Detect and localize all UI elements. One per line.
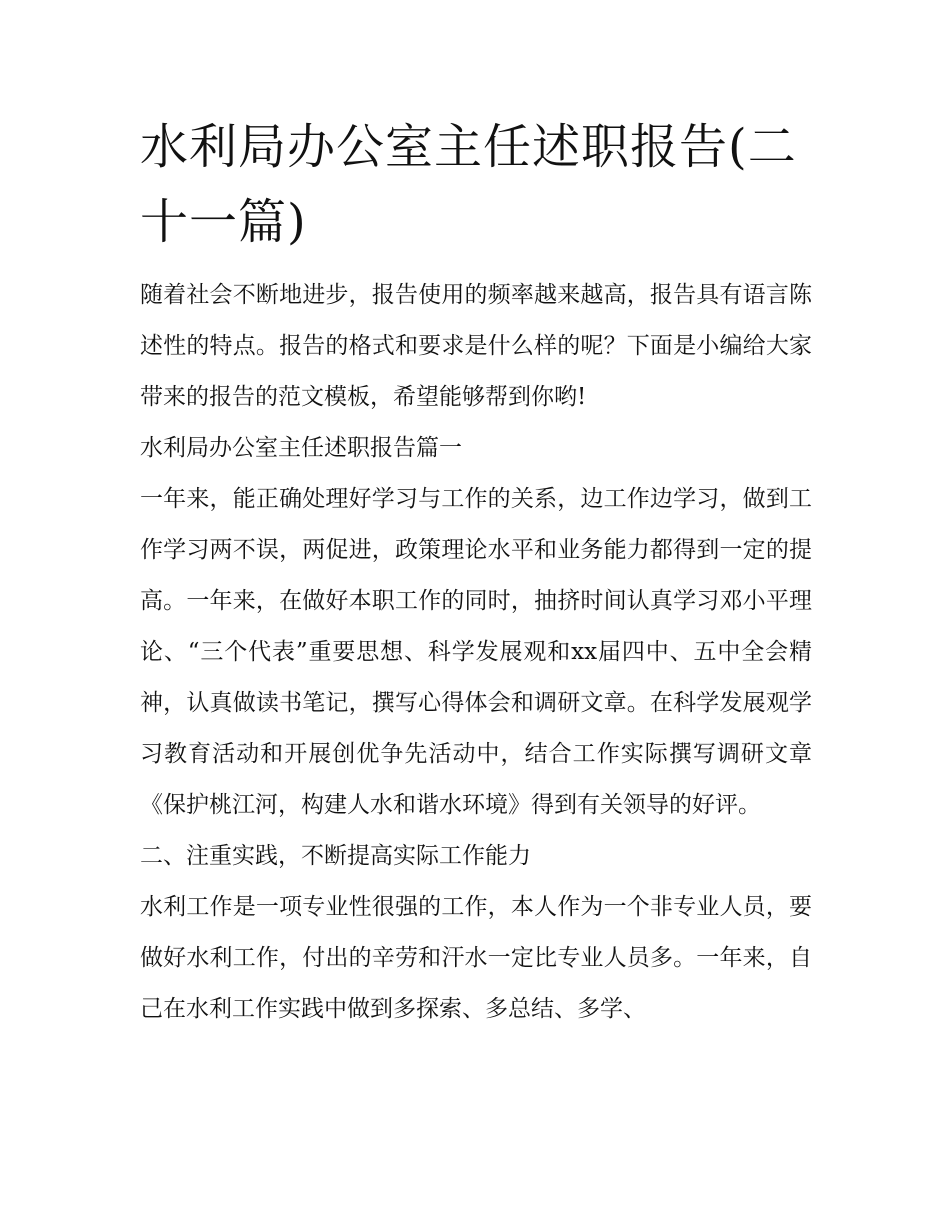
section-heading-part-one: 水利局办公室主任述职报告篇一 [140,435,462,461]
body-paragraph-study: 一年来，能正确处理好学习与工作的关系，边工作边学习，做到工作学习两不误，两促进，政策理论水平和业务能力都得到一定的提高。一年来，在做好本职工作的同时，抽挤时间认真学习邓小平理论、“三个代表”重要思想、科学发展观和xx届四中、五中全会精神，认真做读书笔记，撰写心得体会和调研文章。在科学发展观学习教育活动和开展创优争先活动中，结合工作实际撰写调研文章《保护桃江河，构建人水和谐水环境》得到有关领导的好评。 [140,486,812,818]
body-paragraph-practice: 水利工作是一项专业性很强的工作，本人作为一个非专业人员，要做好水利工作，付出的辛劳和汗水一定比专业人员多。一年来，自己在水利工作实践中做到多探索、多总结、多学、 [140,894,812,1022]
intro-paragraph: 随着社会不断地进步，报告使用的频率越来越高，报告具有语言陈述性的特点。报告的格式和要求是什么样的呢？下面是小编给大家带来的报告的范文模板，希望能够帮到你哟! [140,282,812,410]
document-title: 水利局办公室主任述职报告(二十一篇) [140,119,797,250]
section-heading-practice: 二、注重实践，不断提高实际工作能力 [140,843,531,869]
document-body [140,110,812,1035]
